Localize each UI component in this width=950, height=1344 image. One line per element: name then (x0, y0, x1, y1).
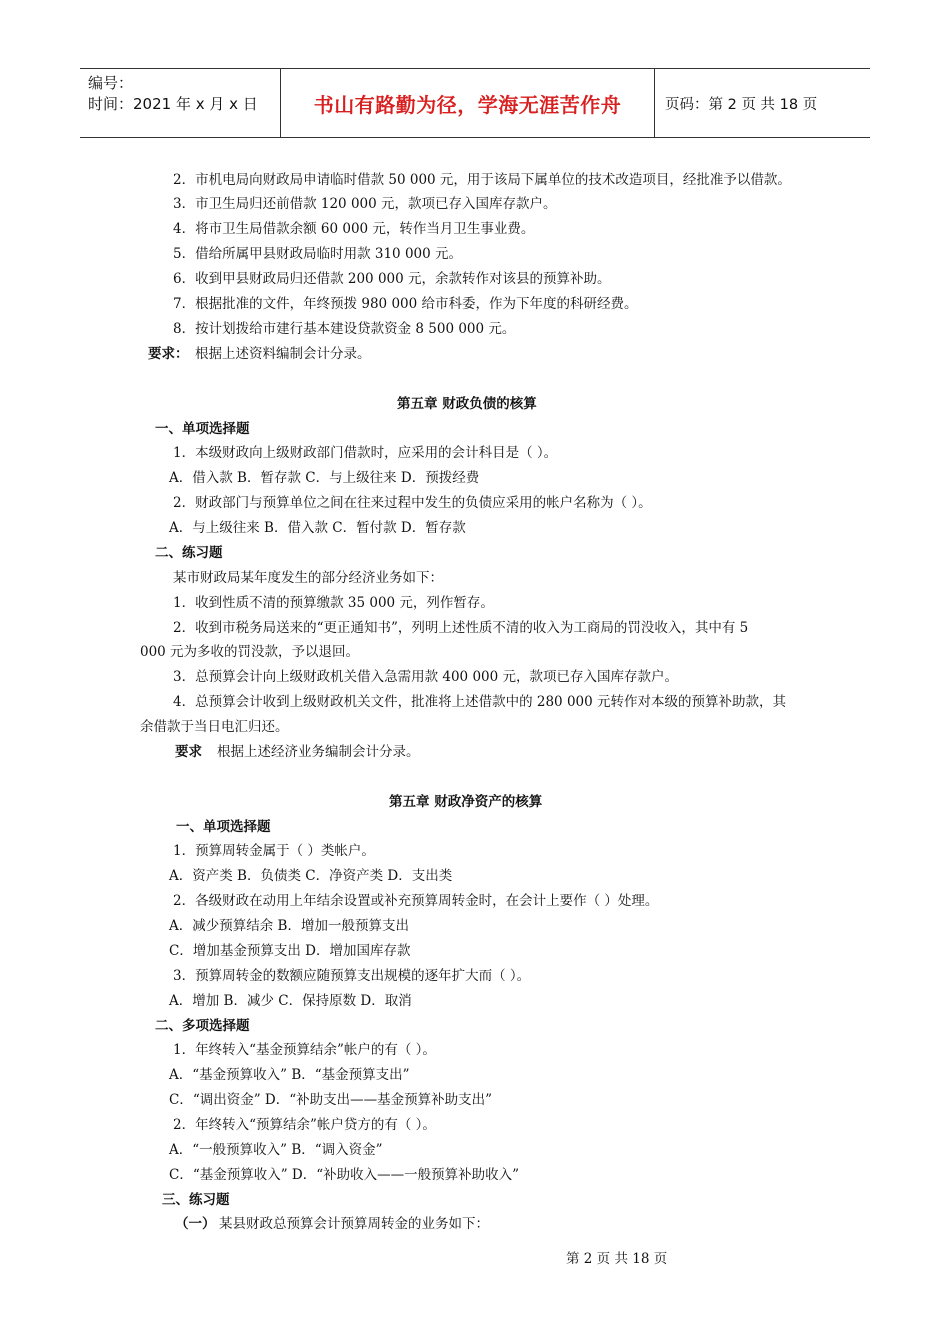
requirement-label: 要求 (175, 744, 202, 760)
document-number-label: 编号： (88, 74, 134, 92)
section-heading: 三、练习题 (162, 1192, 230, 1208)
text-line: 7．根据批准的文件，年终预拨 980 000 给市科委，作为下年度的科研经费。 (173, 296, 638, 312)
text-line: 某市财政局某年度发生的部分经济业务如下： (173, 570, 443, 586)
option-line: A．“一般预算收入” B．“调入资金” (169, 1142, 383, 1158)
header-page-info: 页码：第 2 页 共 18 页 (665, 96, 818, 113)
text-line: 000 元为多收的罚没款，予以退回。 (140, 644, 360, 660)
text-line: 2．财政部门与预算单位之间在往来过程中发生的负债应采用的帐户名称为（ ）。 (173, 495, 652, 511)
option-line: C．“调出资金” D．“补助支出——基金预算补助支出” (169, 1092, 493, 1108)
text-line: 3．总预算会计向上级财政机关借入急需用款 400 000 元，款项已存入国库存款户。 (173, 669, 678, 685)
text-line: 3．预算周转金的数额应随预算支出规模的逐年扩大而（ ）。 (173, 968, 531, 984)
requirement-text: 根据上述经济业务编制会计分录。 (217, 744, 420, 760)
section-heading: 一、单项选择题 (155, 421, 250, 437)
text-line: 某县财政总预算会计预算周转金的业务如下： (219, 1216, 489, 1232)
text-line: 6．收到甲县财政局归还借款 200 000 元，余款转作对该县的预算补助。 (173, 271, 611, 287)
chapter-title: 第五章 财政负债的核算 (397, 396, 537, 412)
text-line: 1．收到性质不清的预算缴款 35 000 元，列作暂存。 (173, 595, 494, 611)
text-line: 1．年终转入“基金预算结余”帐户的有（ ）。 (173, 1042, 436, 1058)
text-line: 8．按计划拨给市建行基本建设贷款资金 8 500 000 元。 (173, 321, 516, 337)
text-line: 2．年终转入“预算结余”帐户贷方的有（ ）。 (173, 1117, 436, 1133)
text-line: 2．收到市税务局送来的“更正通知书”，列明上述性质不清的收入为工商局的罚没收入，其中有 5 (173, 620, 749, 636)
text-line: 4．将市卫生局借款余额 60 000 元，转作当月卫生事业费。 (173, 221, 535, 237)
text-line: 1．本级财政向上级财政部门借款时，应采用的会计科目是（ ）。 (173, 445, 558, 461)
option-line: A．增加 B．减少 C．保持原数 D．取消 (169, 993, 412, 1009)
text-line: 5．借给所属甲县财政局临时用款 310 000 元。 (173, 246, 462, 262)
header-meta (80, 69, 281, 137)
option-line: A．“基金预算收入” B．“基金预算支出” (169, 1067, 410, 1083)
section-heading: 一、单项选择题 (176, 819, 271, 835)
page-header (80, 68, 870, 138)
header-motto: 书山有路勤为径，学海无涯苦作舟 (281, 69, 655, 137)
subsection-label: （一） (175, 1216, 216, 1232)
text-line: 4．总预算会计收到上级财政机关文件，批准将上述借款中的 280 000 元转作对本级的预算补助款，其 (173, 694, 786, 710)
option-line: C．“基金预算收入” D．“补助收入——一般预算补助收入” (169, 1167, 520, 1183)
option-line: A．与上级往来 B．借入款 C．暂付款 D．暂存款 (169, 520, 466, 536)
page-footer: 第 2 页 共 18 页 (566, 1251, 668, 1267)
text-line: 2．各级财政在动用上年结余设置或补充预算周转金时，在会计上要作（ ）处理。 (173, 893, 659, 909)
text-line: 1．预算周转金属于（ ）类帐户。 (173, 843, 375, 859)
chapter-title: 第五章 财政净资产的核算 (389, 794, 543, 810)
option-line: A．减少预算结余 B．增加一般预算支出 (169, 918, 409, 934)
text-line: 余借款于当日电汇归还。 (140, 719, 289, 735)
option-line: A．资产类 B．负债类 C．净资产类 D．支出类 (169, 868, 453, 884)
document-date: 时间：2021 年 x 月 x 日 (88, 95, 258, 113)
text-line: 2．市机电局向财政局申请临时借款 50 000 元，用于该局下属单位的技术改造项目，经批准予以借款。 (173, 172, 791, 188)
option-line: A．借入款 B．暂存款 C．与上级往来 D．预拨经费 (169, 470, 480, 486)
requirement-text: 根据上述资料编制会计分录。 (195, 346, 371, 362)
section-heading: 二、多项选择题 (155, 1018, 250, 1034)
option-line: C．增加基金预算支出 D．增加国库存款 (169, 943, 411, 959)
requirement-label: 要求： (148, 346, 189, 362)
section-heading: 二、练习题 (155, 545, 223, 561)
text-line: 3．市卫生局归还前借款 120 000 元，款项已存入国库存款户。 (173, 196, 557, 212)
